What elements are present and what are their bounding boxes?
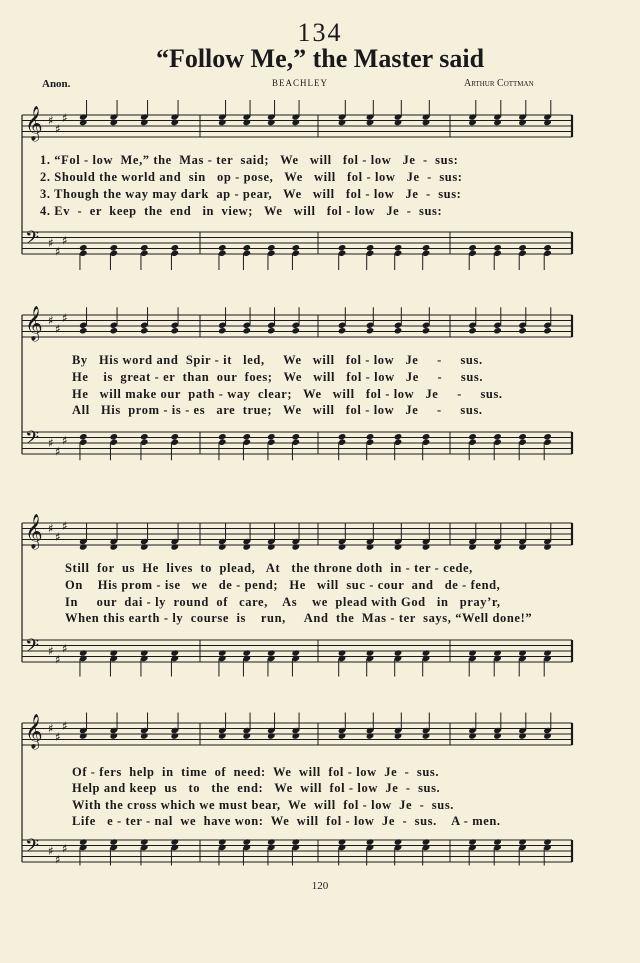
music-system-2 [0, 300, 640, 470]
note-head [468, 327, 477, 334]
note-head [518, 327, 527, 334]
note-head [291, 119, 300, 126]
note-head [394, 433, 403, 440]
note-head [518, 433, 527, 440]
note-head [218, 649, 227, 656]
note-head [140, 649, 149, 656]
note-head [394, 543, 403, 550]
sharp-icon: ♯ [62, 310, 68, 325]
note-head [366, 838, 375, 845]
bass-clef-icon: 𝄢 [25, 428, 40, 453]
sharp-icon: ♯ [55, 729, 61, 744]
sharp-icon: ♯ [55, 852, 61, 867]
note-head [543, 119, 552, 126]
note-head [218, 433, 227, 440]
sharp-icon: ♯ [62, 110, 68, 125]
sharp-icon: ♯ [62, 641, 68, 656]
sharp-icon: ♯ [62, 518, 68, 533]
sharp-icon: ♯ [62, 433, 68, 448]
verse-3-line-4: With the cross which we must bear, We will fol - low Je - sus. [72, 798, 455, 812]
hymn-number: 134 [297, 18, 343, 47]
note-head [543, 543, 552, 550]
note-head [422, 244, 431, 251]
verse-4-line-1: 4. Ev - er keep the end in view; We will fol - low Je - sus: [40, 204, 443, 218]
bass-clef-icon: 𝄢 [25, 836, 40, 861]
sharp-icon: ♯ [55, 121, 61, 136]
verse-3-line-2: He will make our path - way clear; We will fol - low Je - sus. [72, 387, 503, 401]
note-head [338, 732, 347, 739]
note-head [493, 244, 502, 251]
note-head [394, 327, 403, 334]
verse-2-line-1: 2. Should the world and sin op - pose, We will fol - low Je - sus: [40, 170, 463, 184]
note-head [338, 433, 347, 440]
staff-notation [0, 508, 640, 678]
verse-4-line-4: Life e - ter - nal we have won: We will fol - low Je - sus. A - men. [72, 814, 501, 828]
sharp-icon: ♯ [55, 444, 61, 459]
note-head [140, 732, 149, 739]
note-head [543, 649, 552, 656]
note-head [394, 649, 403, 656]
note-head [267, 244, 276, 251]
note-head [79, 244, 88, 251]
note-head [109, 838, 118, 845]
sharp-icon: ♯ [62, 718, 68, 733]
note-head [338, 649, 347, 656]
note-head [291, 433, 300, 440]
note-head [79, 433, 88, 440]
note-head [140, 244, 149, 251]
note-head [109, 244, 118, 251]
note-head [218, 119, 227, 126]
note-head [267, 838, 276, 845]
note-head [140, 543, 149, 550]
note-head [518, 119, 527, 126]
note-head [338, 244, 347, 251]
note-head [394, 119, 403, 126]
verse-1-line-4: Of - fers help in time of need: We will fol - low Je - sus. [72, 765, 440, 779]
note-head [79, 649, 88, 656]
note-head [543, 244, 552, 251]
sharp-icon: ♯ [48, 113, 54, 128]
note-head [109, 732, 118, 739]
note-head [109, 327, 118, 334]
staff-notation [0, 300, 640, 470]
note-head [242, 119, 251, 126]
note-head [422, 838, 431, 845]
sharp-icon: ♯ [55, 652, 61, 667]
note-head [468, 838, 477, 845]
note-head [218, 543, 227, 550]
sharp-icon: ♯ [48, 521, 54, 536]
verse-3-line-3: In our dai - ly round of care, As we plead with God in pray’r, [65, 595, 501, 609]
note-head [170, 732, 179, 739]
lyricist-credit: Anon. [42, 78, 71, 90]
note-head [468, 244, 477, 251]
treble-clef-icon: 𝄞 [25, 514, 43, 549]
note-head [242, 433, 251, 440]
note-head [493, 838, 502, 845]
sharp-icon: ♯ [55, 321, 61, 336]
note-head [543, 327, 552, 334]
music-system-3 [0, 508, 640, 678]
note-head [79, 119, 88, 126]
bass-clef-icon: 𝄢 [25, 228, 40, 253]
note-head [493, 543, 502, 550]
note-head [291, 649, 300, 656]
note-head [338, 838, 347, 845]
verse-1-line-1: 1. “Fol - low Me,” the Mas - ter said; We will fol - low Je - sus: [40, 153, 459, 167]
verse-4-line-2: All His prom - is - es are true; We will fol - low Je - sus. [72, 403, 483, 417]
note-head [366, 433, 375, 440]
composer-credit: Arthur Cottman [464, 78, 534, 89]
note-head [338, 543, 347, 550]
note-head [140, 327, 149, 334]
treble-clef-icon: 𝄞 [25, 306, 43, 341]
treble-clef-icon: 𝄞 [25, 106, 43, 141]
note-head [468, 732, 477, 739]
note-head [366, 543, 375, 550]
verse-2-line-4: Help and keep us to the end: We will fol - low Je - sus. [72, 781, 441, 795]
note-head [493, 649, 502, 656]
sharp-icon: ♯ [48, 436, 54, 450]
note-head [394, 244, 403, 251]
note-head [518, 649, 527, 656]
note-head [394, 732, 403, 739]
note-head [170, 543, 179, 550]
note-head [338, 119, 347, 126]
note-head [140, 433, 149, 440]
sharp-icon: ♯ [62, 233, 68, 248]
note-head [518, 543, 527, 550]
note-head [493, 119, 502, 126]
note-head [422, 649, 431, 656]
note-head [170, 119, 179, 126]
note-head [468, 649, 477, 656]
note-head [338, 327, 347, 334]
note-head [242, 649, 251, 656]
note-head [543, 838, 552, 845]
note-head [422, 543, 431, 550]
verse-2-line-2: He is great - er than our foes; We will fol - low Je - sus. [72, 370, 484, 384]
note-head [242, 244, 251, 251]
note-head [366, 119, 375, 126]
note-head [422, 732, 431, 739]
note-head [267, 732, 276, 739]
note-head [422, 119, 431, 126]
note-head [170, 433, 179, 440]
note-head [543, 732, 552, 739]
note-head [291, 838, 300, 845]
note-head [242, 732, 251, 739]
note-head [291, 732, 300, 739]
sharp-icon: ♯ [55, 529, 61, 544]
verse-3-line-1: 3. Though the way may dark ap - pear, We will fol - low Je - sus: [40, 187, 462, 201]
note-head [468, 543, 477, 550]
sharp-icon: ♯ [55, 244, 61, 259]
note-head [242, 543, 251, 550]
note-head [170, 244, 179, 251]
note-head [366, 244, 375, 251]
note-head [493, 732, 502, 739]
note-head [242, 327, 251, 334]
note-head [140, 838, 149, 845]
note-head [366, 649, 375, 656]
tune-name: BEACHLEY [272, 78, 328, 88]
note-head [267, 433, 276, 440]
note-head [170, 649, 179, 656]
note-head [218, 244, 227, 251]
note-head [468, 119, 477, 126]
sharp-icon: ♯ [48, 236, 54, 250]
sharp-icon: ♯ [48, 313, 54, 328]
verse-1-line-2: By His word and Spir - it led, We will fol - low Je - sus. [72, 353, 483, 367]
note-head [493, 433, 502, 440]
verse-4-line-3: When this earth - ly course is run, And the Mas - ter says, “Well done!” [65, 611, 533, 625]
verse-1-line-3: Still for us He lives to plead, At the throne doth in - ter - cede, [65, 561, 473, 575]
note-head [366, 327, 375, 334]
note-head [109, 433, 118, 440]
note-head [218, 838, 227, 845]
note-head [291, 543, 300, 550]
note-head [366, 732, 375, 739]
note-head [79, 327, 88, 334]
note-head [468, 433, 477, 440]
note-head [218, 327, 227, 334]
note-head [79, 732, 88, 739]
note-head [267, 119, 276, 126]
treble-clef-icon: 𝄞 [25, 714, 43, 749]
sharp-icon: ♯ [62, 841, 68, 856]
note-head [109, 119, 118, 126]
page-number: 120 [311, 880, 329, 892]
note-head [267, 543, 276, 550]
note-head [543, 433, 552, 440]
note-head [518, 732, 527, 739]
note-head [79, 838, 88, 845]
note-head [218, 732, 227, 739]
note-head [291, 327, 300, 334]
note-head [291, 244, 300, 251]
note-head [518, 244, 527, 251]
note-head [267, 327, 276, 334]
hymn-title: “Follow Me,” the Master said [155, 44, 485, 73]
note-head [242, 838, 251, 845]
note-head [493, 327, 502, 334]
staff-notation [0, 100, 640, 270]
note-head [170, 838, 179, 845]
verse-2-line-3: On His prom - ise we de - pend; He will suc - cour and de - fend, [65, 578, 501, 592]
sharp-icon: ♯ [48, 644, 54, 658]
music-system-1 [0, 100, 640, 270]
note-head [518, 838, 527, 845]
bass-clef-icon: 𝄢 [25, 636, 40, 661]
note-head [394, 838, 403, 845]
note-head [79, 543, 88, 550]
note-head [140, 119, 149, 126]
sharp-icon: ♯ [48, 844, 54, 858]
note-head [109, 543, 118, 550]
note-head [422, 433, 431, 440]
note-head [109, 649, 118, 656]
sharp-icon: ♯ [48, 721, 54, 736]
note-head [422, 327, 431, 334]
note-head [170, 327, 179, 334]
note-head [267, 649, 276, 656]
